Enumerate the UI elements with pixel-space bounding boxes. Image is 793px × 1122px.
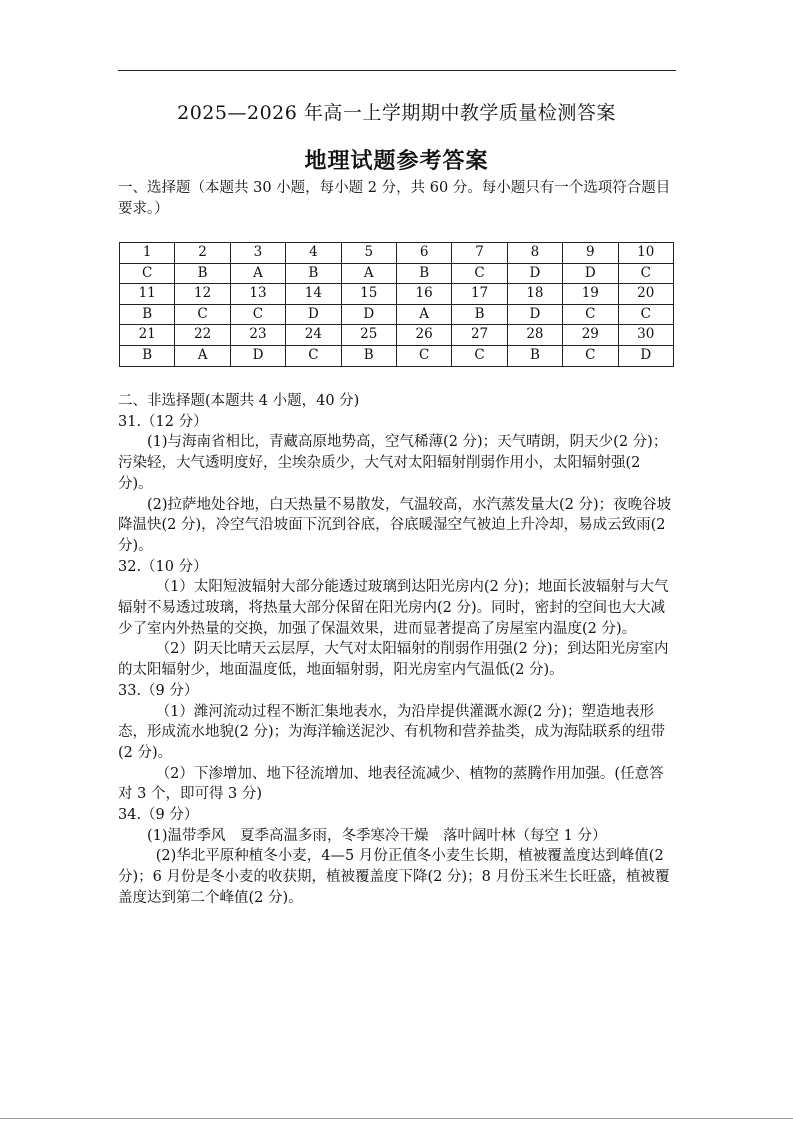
answer-table — [119, 242, 674, 367]
page-title: 2025—2026 年高一上学期期中教学质量检测答案 — [177, 102, 616, 124]
question-number-cell: 18 — [507, 284, 562, 305]
q33-part1: （1）潍河流动过程不断汇集地表水，为沿岸提供灌溉水源(2 分)；塑造地表形态，形成流水地貌(2 分)；为海洋输送泥沙、有机物和营养盐类，成为海陆联系的纽带(2 分)。 — [118, 703, 666, 761]
question-number-cell: 15 — [341, 284, 396, 305]
question-number-cell: 6 — [396, 243, 451, 264]
answer-cell: D — [618, 345, 673, 366]
q32-part2: （2）阴天比晴天云层厚，大气对太阳辐射的削弱作用强(2 分)；到达阳光房室内的太阳辐射少，地面温度低，地面辐射弱，阳光房室内气温低(2 分)。 — [118, 641, 669, 679]
question-number-cell: 10 — [618, 243, 673, 264]
answer-cell: D — [230, 345, 285, 366]
question-number-cell: 13 — [230, 284, 285, 305]
answer-cell: B — [396, 263, 451, 284]
answer-cell: C — [563, 304, 618, 325]
question-number-cell: 14 — [286, 284, 341, 305]
question-number-cell: 7 — [452, 243, 507, 264]
question-number-cell: 22 — [175, 325, 230, 346]
bottom-rule — [0, 1118, 793, 1119]
q33-label: 33.（9 分） — [118, 682, 199, 699]
table-row — [120, 243, 674, 264]
answer-cell: D — [507, 263, 562, 284]
table-row — [120, 284, 674, 305]
question-number-cell: 25 — [341, 325, 396, 346]
answer-cell: D — [341, 304, 396, 325]
question-number-cell: 9 — [563, 243, 618, 264]
question-number-cell: 5 — [341, 243, 396, 264]
q34-part2: (2)华北平原种植冬小麦，4—5 月份正值冬小麦生长期，植被覆盖度达到峰值(2 分)；6 月份是冬小麦的收获期，植被覆盖度下降(2 分)；8 月份玉米生长旺盛，植被覆盖度达到第二个峰值(2 分)。 — [118, 848, 670, 906]
q31-part2: (2)拉萨地处谷地，白天热量不易散发，气温较高，水汽蒸发量大(2 分)；夜晚谷坡降温快(2 分)，冷空气沿坡面下沉到谷底，谷底暖湿空气被迫上升冷却，易成云致雨(2 分)。 — [118, 496, 672, 554]
section1-heading: 一、选择题（本题共 30 小题，每小题 2 分，共 60 分。每小题只有一个选项符合题目要求。） — [118, 180, 671, 217]
question-number-cell: 16 — [396, 284, 451, 305]
question-number-cell: 26 — [396, 325, 451, 346]
answer-cell: C — [175, 304, 230, 325]
question-number-cell: 4 — [286, 243, 341, 264]
question-number-cell: 30 — [618, 325, 673, 346]
question-number-cell: 29 — [563, 325, 618, 346]
question-number-cell: 24 — [286, 325, 341, 346]
question-number-cell: 8 — [507, 243, 562, 264]
answer-cell: B — [452, 304, 507, 325]
question-number-cell: 12 — [175, 284, 230, 305]
answer-cell: A — [175, 345, 230, 366]
question-number-cell: 23 — [230, 325, 285, 346]
q32-label: 32.（10 分） — [118, 558, 208, 575]
question-number-cell: 21 — [120, 325, 175, 346]
answer-cell: C — [618, 263, 673, 284]
top-rule — [118, 70, 676, 71]
question-number-cell: 28 — [507, 325, 562, 346]
answer-cell: C — [230, 304, 285, 325]
table-row — [120, 263, 674, 284]
answer-cell: C — [120, 263, 175, 284]
answer-cell: A — [341, 263, 396, 284]
answer-cell: B — [286, 263, 341, 284]
answer-cell: D — [286, 304, 341, 325]
answer-cell: B — [120, 345, 175, 366]
answer-cell: D — [563, 263, 618, 284]
page-subtitle: 地理试题参考答案 — [304, 149, 489, 174]
q31-label: 31.（12 分） — [118, 413, 208, 430]
section2-heading: 二、非选择题(本题共 4 小题，40 分) — [118, 393, 360, 409]
q32-part1: （1）太阳短波辐射大部分能透过玻璃到达阳光房内(2 分)；地面长波辐射与大气辐射不易透过玻璃，将热量大部分保留在阳光房内(2 分)。同时，密封的空间也大大减少了室内外热量的交换，加强了保温效果，进而显著提高了房屋室内温度(2 分)。 — [118, 579, 669, 637]
question-number-cell: 19 — [563, 284, 618, 305]
answer-cell: C — [452, 345, 507, 366]
q33-part2: （2）下渗增加、地下径流增加、地表径流减少、植物的蒸腾作用加强。(任意答对 3 个，即可得 3 分) — [118, 765, 664, 803]
answer-cell: C — [563, 345, 618, 366]
answer-cell: C — [286, 345, 341, 366]
answer-cell: B — [507, 345, 562, 366]
answer-cell: A — [230, 263, 285, 284]
q31-part1: (1)与海南省相比，青藏高原地势高，空气稀薄(2 分)；天气晴朗，阴天少(2 分)；污染轻，大气透明度好，尘埃杂质少，大气对太阳辐射削弱作用小，太阳辐射强(2 分)。 — [118, 434, 668, 492]
answer-cell: C — [452, 263, 507, 284]
q34-label: 34.（9 分） — [118, 807, 199, 824]
question-number-cell: 3 — [230, 243, 285, 264]
question-number-cell: 11 — [120, 284, 175, 305]
question-number-cell: 17 — [452, 284, 507, 305]
question-number-cell: 1 — [120, 243, 175, 264]
question-number-cell: 27 — [452, 325, 507, 346]
table-row — [120, 345, 674, 366]
question-number-cell: 2 — [175, 243, 230, 264]
answer-cell: B — [120, 304, 175, 325]
table-row — [120, 325, 674, 346]
answer-cell: D — [507, 304, 562, 325]
question-number-cell: 20 — [618, 284, 673, 305]
answer-cell: B — [175, 263, 230, 284]
table-row — [120, 304, 674, 325]
answer-cell: C — [618, 304, 673, 325]
answer-cell: B — [341, 345, 396, 366]
answer-cell: A — [396, 304, 451, 325]
q34-part1: (1)温带季风 夏季高温多雨，冬季寒冷干燥 落叶阔叶林（每空 1 分） — [147, 827, 607, 844]
answer-cell: C — [396, 345, 451, 366]
section2 — [118, 391, 676, 909]
